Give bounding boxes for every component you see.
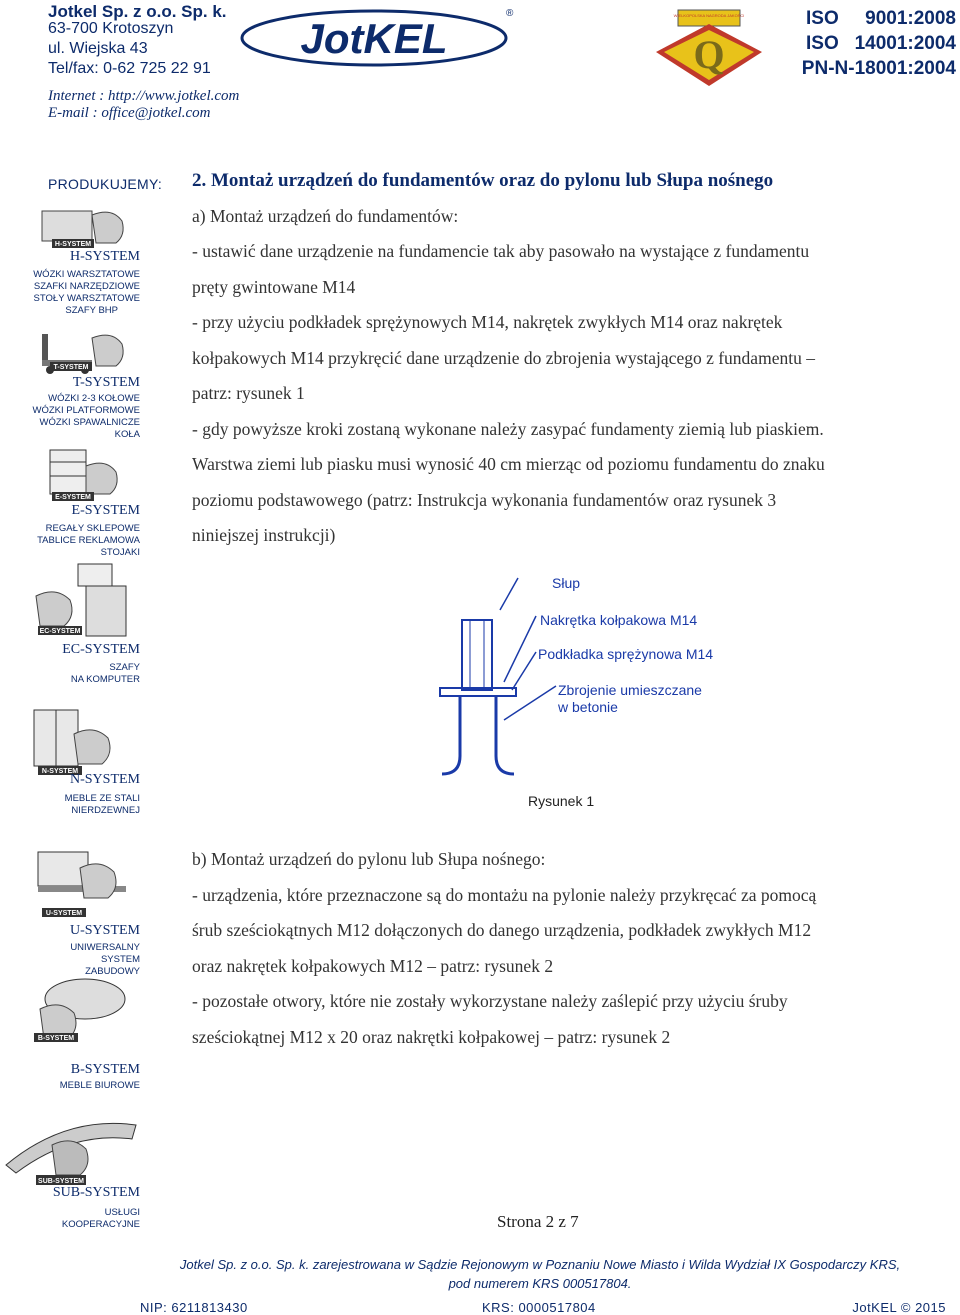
sidebar-sub-item: USŁUGI — [104, 1207, 140, 1218]
telephone: Tel/fax: 0-62 725 22 91 — [48, 60, 211, 77]
address-city: 63-700 Krotoszyn — [48, 20, 174, 37]
sidebar-sub-item: WÓZKI 2-3 KOŁOWE — [48, 393, 140, 404]
sub-system-image — [2, 1105, 140, 1187]
label-zbrojenie-1: Zbrojenie umieszczane — [558, 682, 702, 698]
sidebar-sub-item: ZABUDOWY — [85, 966, 140, 977]
sidebar-sub-item: KOOPERACYJNE — [61, 1219, 140, 1230]
sidebar-sub-item: UNIWERSALNY — [70, 942, 140, 953]
svg-text:WIELKOPOLSKA NAGRODA JAKOŚCI: WIELKOPOLSKA NAGRODA JAKOŚCI — [673, 13, 745, 18]
subsection-a-title: a) Montaż urządzeń do fundamentów: — [192, 205, 459, 226]
sidebar-system-sub[interactable]: SUB-SYSTEM — [52, 1185, 140, 1200]
sidebar-system-h[interactable]: H-SYSTEM — [69, 249, 140, 264]
sidebar-system-t[interactable]: T-SYSTEM — [72, 375, 140, 390]
section-title: 2. Montaż urządzeń do fundamentów oraz do pylonu lub Słupa nośnego — [192, 170, 774, 191]
sidebar-sub-item: WÓZKI SPAWALNICZE — [39, 417, 140, 428]
svg-text:E-SYSTEM: E-SYSTEM — [55, 494, 91, 501]
svg-text:U-SYSTEM: U-SYSTEM — [45, 910, 83, 917]
sidebar-heading: PRODUKUJEMY: — [48, 176, 163, 192]
pn-n-18001: PN-N-18001:2004 — [801, 58, 956, 79]
svg-text:B-SYSTEM: B-SYSTEM — [37, 1035, 75, 1042]
sidebar-sub-item: REGAŁY SKLEPOWE — [45, 523, 140, 534]
sidebar-sub-item: SYSTEM — [100, 954, 140, 965]
sidebar-sub-item: SZAFKI NARZĘDZIOWE — [33, 281, 140, 292]
sidebar-sub-item: STOŁY WARSZTATOWE — [33, 293, 140, 304]
website-link[interactable]: Internet : http://www.jotkel.com — [48, 88, 240, 104]
paragraph-line: - przy użyciu podkładek sprężynowych M14, nakrętek zwykłych M14 oraz nakrętek — [192, 312, 783, 332]
sidebar-sub-item: MEBLE ZE STALI — [64, 793, 140, 804]
footer-krs-line: pod numerem KRS 000517804. — [448, 1276, 632, 1291]
figure-caption: Rysunek 1 — [528, 793, 595, 809]
sidebar-system-u[interactable]: U-SYSTEM — [69, 923, 140, 938]
svg-text:JotKEL: JotKEL — [300, 15, 448, 62]
footer-copyright: JotKEL © 2015 — [852, 1300, 946, 1315]
footer-krs: KRS: 0000517804 — [482, 1300, 596, 1315]
address-street: ul. Wiejska 43 — [48, 40, 148, 57]
svg-text:H-SYSTEM: H-SYSTEM — [54, 241, 92, 248]
section-b — [192, 842, 952, 1055]
b-system-image — [30, 975, 140, 1045]
sidebar-sub-item: NIERDZEWNEJ — [71, 805, 140, 816]
svg-text:EC-SYSTEM: EC-SYSTEM — [39, 628, 81, 635]
label-zbrojenie-2: w betonie — [558, 699, 618, 715]
sidebar-system-b[interactable]: B-SYSTEM — [70, 1062, 140, 1077]
sidebar-sub-item: KOŁA — [114, 429, 140, 440]
paragraph-line: sześciokątnej M12 x 20 oraz nakrętki kołpakowej – patrz: rysunek 2 — [192, 1026, 671, 1047]
label-nakretka: Nakrętka kołpakowa M14 — [540, 612, 698, 628]
sidebar-sub-item: WÓZKI WARSZTATOWE — [33, 269, 140, 280]
sidebar-system-e[interactable]: E-SYSTEM — [71, 503, 140, 518]
subsection-b-title: b) Montaż urządzeń do pylonu lub Słupa nośnego: — [192, 849, 546, 869]
paragraph-line: śrub sześciokątnych M12 dołączonych do danego urządzenia, podkładek zwykłych M12 — [192, 920, 812, 940]
sidebar-sub-item: SZAFY BHP — [65, 305, 118, 316]
t-system-image — [30, 330, 140, 375]
iso-9001: ISO 9001:2008 — [806, 8, 956, 29]
paragraph-line: Warstwa ziemi lub piasku musi wynosić 40 cm mierząc od poziomu fundamentu do znaku — [192, 454, 825, 474]
jotkel-logo — [240, 6, 512, 66]
label-podkladka: Podkładka sprężynowa M14 — [538, 646, 714, 662]
paragraph-line: niniejszej instrukcji) — [192, 525, 336, 545]
n-system-image — [30, 708, 140, 776]
figure-1-diagram — [400, 570, 760, 815]
paragraph-line: kołpakowych M14 przykręcić dane urządzenie do zbrojenia wystającego z fundamentu – — [192, 347, 815, 368]
paragraph-line: oraz nakrętek kołpakowych M12 – patrz: rysunek 2 — [192, 955, 554, 976]
svg-text:SUB-SYSTEM: SUB-SYSTEM — [38, 1178, 84, 1185]
svg-text:T-SYSTEM: T-SYSTEM — [53, 364, 89, 371]
email-link[interactable]: E-mail : office@jotkel.com — [48, 105, 211, 121]
paragraph-line: poziomu podstawowego (patrz: Instrukcja wykonania fundamentów oraz rysunek 3 — [192, 489, 777, 510]
paragraph-line: patrz: rysunek 1 — [192, 383, 305, 403]
footer-registration: Jotkel Sp. z o.o. Sp. k. zarejestrowana w Sądzie Rejonowym w Poznaniu Nowe Miasto i Wilda Wydział IX Gospodarczy KRS, — [179, 1257, 901, 1272]
paragraph-line: - urządzenia, które przeznaczone są do montażu na pylonie należy przykręcać za pomocą — [192, 884, 817, 905]
sidebar-sub-item: NA KOMPUTER — [70, 674, 140, 685]
quality-award-badge — [650, 8, 768, 88]
ec-system-image — [30, 560, 140, 640]
paragraph-line: - ustawić dane urządzenie na fundamencie tak aby pasowało na wystające z fundamentu — [192, 241, 810, 261]
svg-text:N-SYSTEM: N-SYSTEM — [41, 768, 79, 775]
company-name: Jotkel Sp. z o.o. Sp. k. — [48, 2, 227, 21]
sidebar-system-n[interactable]: N-SYSTEM — [69, 772, 140, 787]
paragraph-line: pręty gwintowane M14 — [192, 276, 356, 297]
sidebar-sub-item: WÓZKI PLATFORMOWE — [32, 405, 140, 416]
paragraph-line: - gdy powyższe kroki zostaną wykonane należy zasypać fundamenty ziemią lub piaskiem. — [192, 418, 824, 439]
sidebar-sub-item: STOJAKI — [100, 547, 140, 558]
section-a — [192, 163, 952, 554]
sidebar-sub-item: TABLICE REKLAMOWA — [37, 535, 140, 546]
h-system-image — [30, 205, 140, 250]
e-system-image — [30, 448, 140, 503]
page-number: Strona 2 z 7 — [497, 1212, 579, 1231]
paragraph-line: - pozostałe otwory, które nie zostały wykorzystane należy zaślepić przy użyciu śruby — [192, 991, 788, 1011]
svg-text:®: ® — [506, 8, 514, 19]
footer-nip: NIP: 6211813430 — [140, 1300, 248, 1315]
sidebar-sub-item: SZAFY — [109, 662, 140, 673]
label-slup: Słup — [552, 575, 581, 591]
iso-14001: ISO 14001:2004 — [806, 33, 956, 54]
u-system-image — [30, 848, 140, 920]
sidebar-sub-item: MEBLE BIUROWE — [59, 1080, 140, 1091]
svg-text:Q: Q — [693, 32, 725, 77]
sidebar-system-ec[interactable]: EC-SYSTEM — [62, 642, 140, 657]
